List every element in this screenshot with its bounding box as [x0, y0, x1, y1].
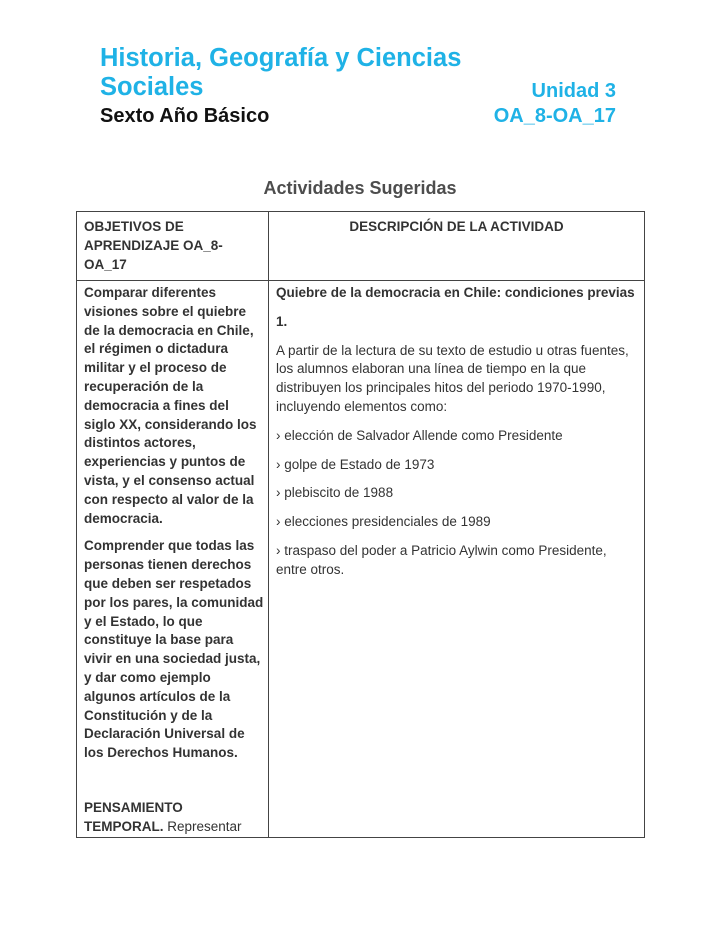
section-title: Actividades Sugeridas — [263, 178, 457, 198]
list-item: › elección de Salvador Allende como Presidente — [276, 427, 563, 443]
activities-table — [76, 211, 645, 838]
objective-2: Comprender que todas las personas tienen derechos que deben ser respetados por los pares, la comunidad y el Estado, lo que constituye la base para vivir en una sociedad justa, y dar como ejemplo algunos artículos de la Constitución y de la Declaración Universal de los Derechos Humanos. — [84, 538, 264, 761]
grade-row — [100, 103, 616, 129]
activity-number: 1. — [276, 313, 288, 329]
objectives-cell — [84, 284, 264, 837]
objective-3-text: Representar — [163, 818, 242, 834]
header-objectives: OBJETIVOS DE APRENDIZAJE OA_8-OA_17 — [84, 219, 223, 272]
header-divider — [77, 280, 644, 281]
page-header — [100, 44, 616, 129]
oa-range-label: OA_8-OA_17 — [493, 105, 616, 127]
list-item: › golpe de Estado de 1973 — [276, 456, 435, 472]
objective-3 — [84, 799, 264, 837]
unit-label: Unidad 3 — [531, 80, 616, 102]
list-item: › plebiscito de 1988 — [276, 485, 394, 501]
objective-3-label: PENSAMIENTO TEMPORAL. — [84, 799, 183, 834]
description-cell — [276, 284, 636, 580]
list-item: › elecciones presidenciales de 1989 — [276, 514, 491, 530]
subject-title-line1: Historia, Geografía y Ciencias — [100, 44, 462, 72]
list-item: › traspaso del poder a Patricio Aylwin como Presidente, entre otros. — [276, 542, 607, 577]
header-description: DESCRIPCIÓN DE LA ACTIVIDAD — [349, 219, 564, 234]
grade-label: Sexto Año Básico — [100, 105, 270, 127]
activity-intro: A partir de la lectura de su texto de estudio u otras fuentes, los alumnos elaboran una línea de tiempo en la que distribuyen los principales hitos del periodo 1970-1990, incluyendo elementos como: — [276, 342, 629, 414]
title-row — [100, 73, 616, 103]
activity-heading: Quiebre de la democracia en Chile: condiciones previas — [276, 285, 635, 300]
objective-1: Comparar diferentes visiones sobre el quiebre de la democracia en Chile, el régimen o dictadura militar y el proceso de recuperación de la democracia a fines del siglo XX, considerando los distintos actores, experiencias y puntos de vista, y el consenso actual con respecto al valor de la democracia. — [84, 285, 257, 526]
column-divider — [268, 212, 269, 837]
subject-title-line2: Sociales — [100, 73, 204, 101]
